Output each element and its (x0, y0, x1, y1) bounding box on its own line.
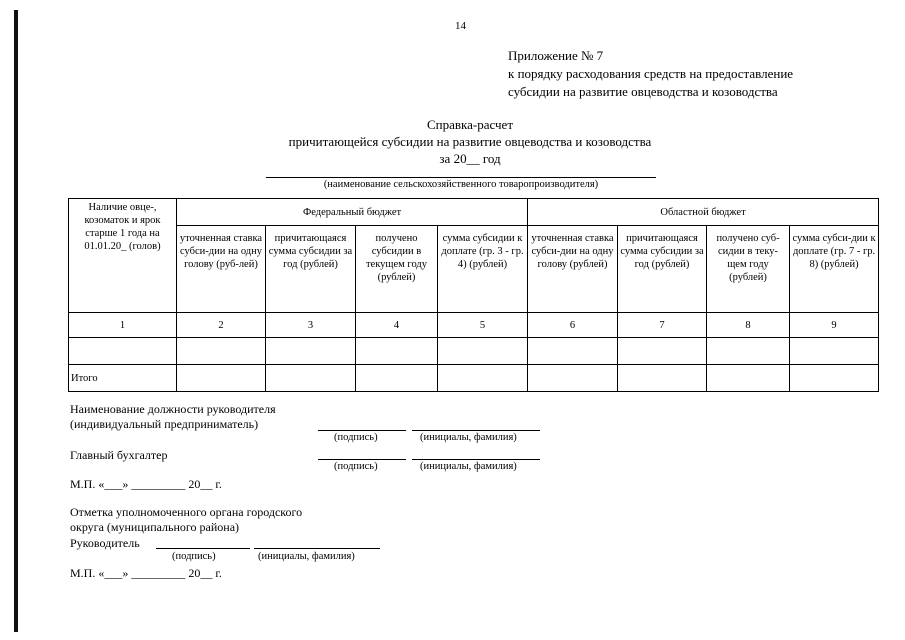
subheader-col-8: получено суб-сидии в теку-щем году (рублей) (707, 226, 790, 313)
total-label: Итого (69, 365, 177, 392)
accountant-signature-caption: (подпись) (334, 461, 378, 472)
table-cell (356, 338, 438, 365)
director-initials-caption: (инициалы, фамилия) (258, 551, 355, 562)
table-cell (266, 365, 356, 392)
column-number-7: 7 (618, 313, 707, 338)
column-number-5: 5 (438, 313, 528, 338)
producer-name-line: (наименование сельскохозяйственного товаропроизводителя) (266, 177, 656, 190)
table-cell (528, 365, 618, 392)
accountant-initials-caption: (инициалы, фамилия) (420, 461, 517, 472)
head-position-label: Наименование должности руководителя (70, 402, 276, 416)
table-cell (69, 338, 177, 365)
seal-date-line-2: М.П. «___» _________ 20__ г. (70, 566, 222, 580)
table-cell (438, 338, 528, 365)
table-cell (707, 338, 790, 365)
title-line-3: за 20__ год (439, 151, 501, 166)
title-line-1: Справка-расчет (426, 117, 514, 132)
column-number-4: 4 (356, 313, 438, 338)
scan-edge-bar (14, 10, 18, 632)
column-numbers-row (69, 313, 879, 338)
accountant-signature-line (318, 459, 406, 460)
subheader-col-5: сумма субсидии к доплате (гр. 3 - гр. 4) (рублей) (438, 226, 528, 313)
head-signature-line (318, 430, 406, 431)
calculation-table (68, 198, 879, 392)
head-initials-caption: (инициалы, фамилия) (420, 432, 517, 443)
table-cell (177, 338, 266, 365)
column-number-1: 1 (69, 313, 177, 338)
document-title (230, 116, 710, 167)
appendix-header (508, 47, 793, 101)
total-row (69, 365, 879, 392)
table-cell (528, 338, 618, 365)
authority-district-label: округа (муниципального района) (70, 520, 240, 534)
table-cell (177, 365, 266, 392)
table-cell (618, 365, 707, 392)
director-label: Руководитель (70, 536, 140, 550)
column-number-8: 8 (707, 313, 790, 338)
header-regional-budget: Областной бюджет (528, 199, 879, 226)
director-initials-line (254, 548, 380, 549)
chief-accountant-label: Главный бухгалтер (70, 448, 168, 462)
subheader-col-6: уточненная ставка субси-дии на одну голову (рублей) (528, 226, 618, 313)
accountant-initials-line (412, 459, 540, 460)
appendix-line-3: субсидии на развитие овцеводства и козоводства (508, 84, 778, 99)
column-number-6: 6 (528, 313, 618, 338)
table-cell (266, 338, 356, 365)
subheader-col-2: уточненная ставка субси-дии на одну голову (руб-лей) (177, 226, 266, 313)
column-number-3: 3 (266, 313, 356, 338)
column-number-9: 9 (790, 313, 879, 338)
subheader-col-4: получено субсидии в текущем году (рублей) (356, 226, 438, 313)
table-cell (790, 338, 879, 365)
column-number-2: 2 (177, 313, 266, 338)
table-cell (356, 365, 438, 392)
header-federal-budget: Федеральный бюджет (177, 199, 528, 226)
appendix-line-2: к порядку расходования средств на предоставление (508, 66, 794, 81)
page-number: 14 (455, 20, 466, 32)
director-signature-caption: (подпись) (172, 551, 216, 562)
empty-data-row (69, 338, 879, 365)
appendix-line-1: Приложение № 7 (508, 48, 604, 63)
subheader-col-9: сумма субси-дии к доплате (гр. 7 - гр. 8) (рублей) (790, 226, 879, 313)
seal-date-line: М.П. «___» _________ 20__ г. (70, 477, 222, 491)
director-signature-line (156, 548, 250, 549)
subheader-col-3: причитающаяся сумма субсидии за год (рублей) (266, 226, 356, 313)
head-signature-caption: (подпись) (334, 432, 378, 443)
header-livestock-count: Наличие овце-, козоматок и ярок старше 1 года на 01.01.20_ (голов) (69, 199, 177, 313)
table-cell (618, 338, 707, 365)
subheader-col-7: причитающаяся сумма субсидии за год (рублей) (618, 226, 707, 313)
table-cell (438, 365, 528, 392)
head-initials-line (412, 430, 540, 431)
table-cell (707, 365, 790, 392)
table-cell (790, 365, 879, 392)
authority-mark-label: Отметка уполномоченного органа городского (70, 505, 303, 519)
head-entrepreneur-label: (индивидуальный предприниматель) (70, 417, 259, 431)
title-line-2: причитающейся субсидии на развитие овцеводства и козоводства (288, 134, 652, 149)
